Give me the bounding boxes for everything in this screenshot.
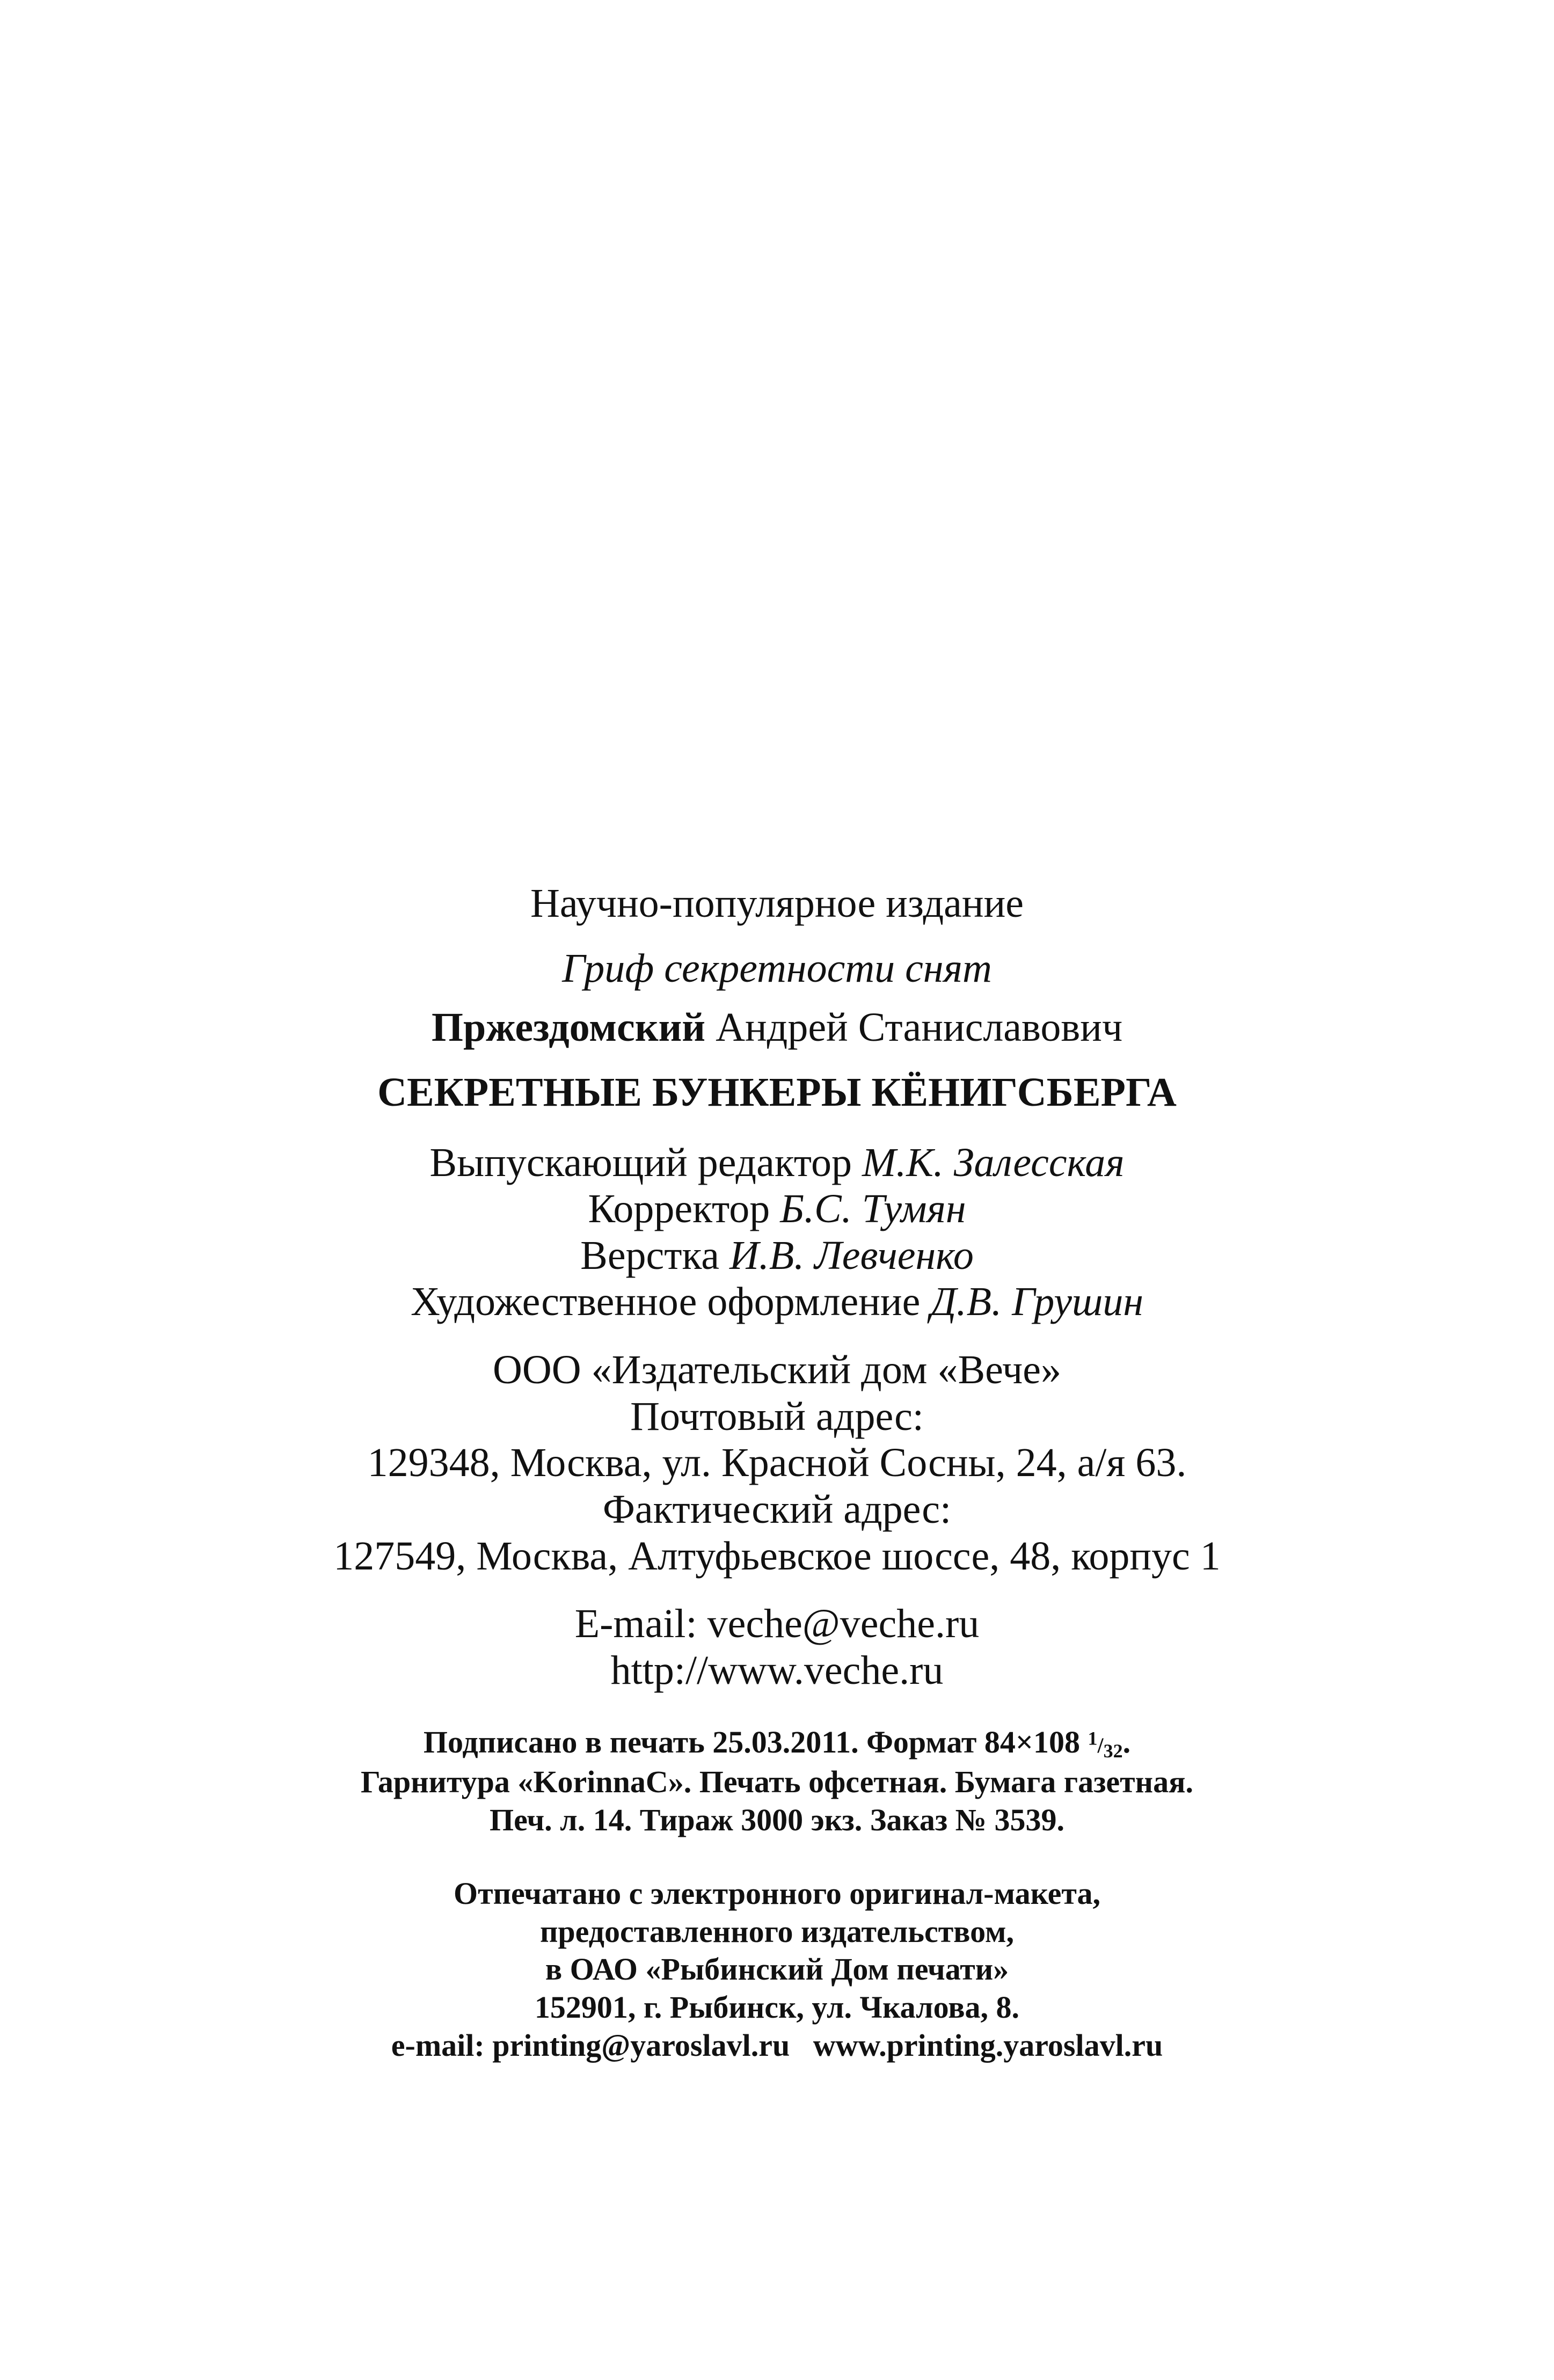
author-surname: Пржездомский <box>431 1005 706 1050</box>
print-specs-block <box>268 1724 1286 1839</box>
postal-address-label: Почтовый адрес: <box>630 1393 924 1439</box>
printing-line: Отпечатано с электронного оригинал-макета, <box>453 1875 1101 1911</box>
series-title: Гриф секретности снят <box>562 945 992 991</box>
credit-person: Д.В. Грушин <box>930 1279 1144 1325</box>
credits-list <box>268 1140 1286 1326</box>
printing-line: предоставленного издательством, <box>539 1914 1015 1949</box>
publisher-name: ООО «Издательский дом «Вече» <box>493 1347 1061 1392</box>
format-denominator: 32 <box>1103 1740 1123 1762</box>
postal-address: 129348, Москва, ул. Красной Сосны, 24, а/я 63. <box>367 1440 1187 1486</box>
credit-role: Верстка <box>580 1232 719 1278</box>
actual-address-label: Фактический адрес: <box>602 1486 952 1532</box>
series-type: Научно-популярное издание <box>530 881 1024 926</box>
format-fraction: $^1/_{32}$ <box>1088 1728 1123 1762</box>
printing-line: в ОАО «Рыбинский Дом печати» <box>545 1952 1009 1987</box>
signed-for-print-text: Подписано в печать 25.03.2011. Формат 84×108 <box>423 1725 1080 1760</box>
credit-person: Б.С. Тумян <box>780 1186 966 1232</box>
credit-person: М.К. Залесская <box>862 1140 1125 1185</box>
credit-role: Корректор <box>588 1186 770 1232</box>
credit-line <box>268 1140 1286 1186</box>
imprint-block <box>268 880 1286 2065</box>
actual-address: 127549, Москва, Алтуфьевское шоссе, 48, корпус 1 <box>333 1533 1221 1579</box>
author-given-names: Андрей Станиславович <box>716 1005 1123 1050</box>
imprint-main-block <box>268 880 1286 1693</box>
printing-line: 152901, г. Рыбинск, ул. Чкалова, 8. <box>534 1990 1020 2025</box>
format-numerator: 1 <box>1088 1728 1098 1750</box>
author-line <box>268 1004 1286 1051</box>
credit-person: И.В. Левченко <box>729 1232 974 1278</box>
credit-line <box>268 1186 1286 1232</box>
credit-line <box>268 1279 1286 1325</box>
publisher-email: E-mail: veche@veche.ru <box>574 1601 980 1647</box>
credit-role: Выпускающий редактор <box>429 1140 852 1185</box>
credit-role: Художественное оформление <box>410 1279 921 1325</box>
print-run-line: Печ. л. 14. Тираж 3000 экз. Заказ № 3539. <box>490 1802 1064 1838</box>
typeface-line: Гарнитура «KorinnaC». Печать офсетная. Бумага газетная. <box>361 1764 1193 1800</box>
publisher-block <box>268 1347 1286 1579</box>
printing-house-block <box>268 1875 1286 2065</box>
credit-line <box>268 1232 1286 1279</box>
signed-for-print-line <box>268 1724 1286 1763</box>
book-title: СЕКРЕТНЫЕ БУНКЕРЫ КЁНИГСБЕРГА <box>377 1069 1177 1115</box>
contacts-block <box>268 1601 1286 1693</box>
printing-line: e-mail: printing@yaroslavl.ru www.printing.yaroslavl.ru <box>391 2027 1163 2063</box>
format-suffix: . <box>1122 1725 1131 1760</box>
publisher-website: http://www.veche.ru <box>610 1647 944 1693</box>
